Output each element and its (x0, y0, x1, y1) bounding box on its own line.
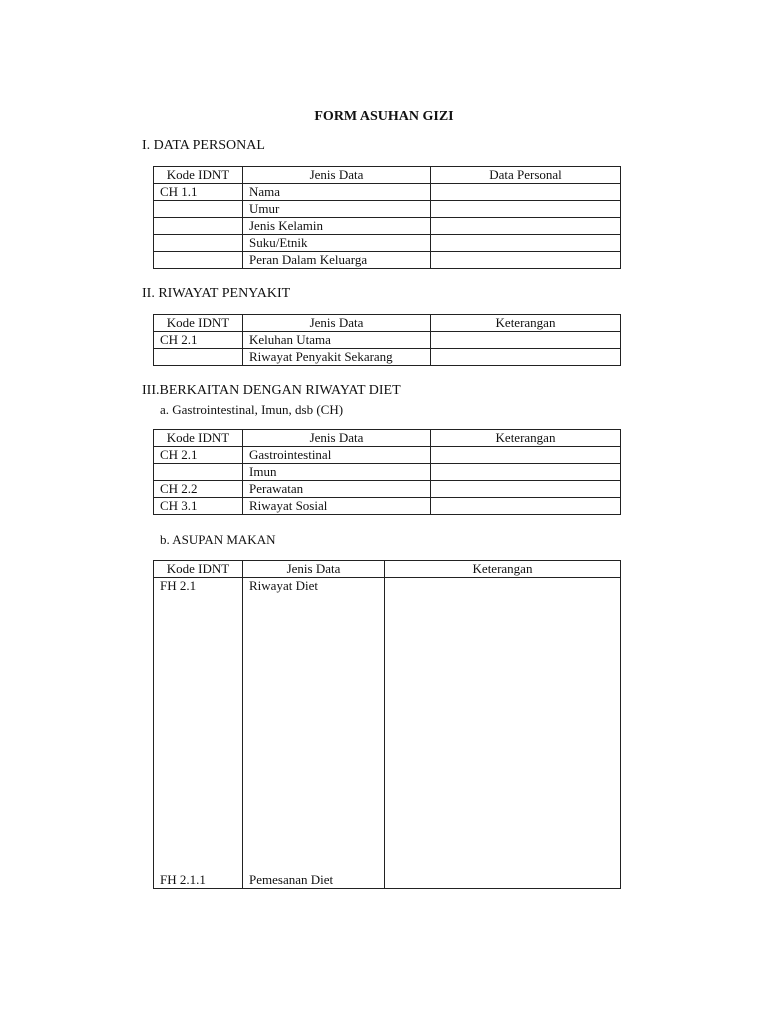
table-row (154, 498, 621, 515)
section-2-heading: II. RIWAYAT PENYAKIT (142, 286, 291, 301)
table-header-row (154, 430, 621, 447)
food-intake-table (153, 560, 621, 889)
table-row (154, 578, 621, 889)
col-header: Kode IDNT (154, 315, 243, 332)
table-cell (154, 201, 243, 218)
col-header: Kode IDNT (154, 167, 243, 184)
table-cell (154, 235, 243, 252)
table-cell (385, 578, 621, 889)
table-cell (431, 218, 621, 235)
table-cell: Perawatan (243, 481, 431, 498)
form-title: FORM ASUHAN GIZI (314, 109, 454, 124)
table-row (154, 447, 621, 464)
table-cell: Keluhan Utama (243, 332, 431, 349)
intake-type-top: Riwayat Diet (249, 578, 318, 593)
disease-history-table (153, 314, 621, 366)
table-row (154, 464, 621, 481)
table-cell (154, 218, 243, 235)
table-cell (431, 201, 621, 218)
intake-code-top: FH 2.1 (160, 578, 197, 593)
table-cell: Riwayat Sosial (243, 498, 431, 515)
table-cell (431, 184, 621, 201)
table-cell: Jenis Kelamin (243, 218, 431, 235)
table-cell (431, 447, 621, 464)
col-header: Keterangan (431, 430, 621, 447)
table-cell: Peran Dalam Keluarga (243, 252, 431, 269)
col-header: Kode IDNT (154, 561, 243, 578)
table-cell (431, 332, 621, 349)
table-cell (431, 349, 621, 366)
table-cell (154, 464, 243, 481)
table-cell (154, 578, 243, 889)
table-cell: Gastrointestinal (243, 447, 431, 464)
col-header: Jenis Data (243, 315, 431, 332)
table-cell (431, 464, 621, 481)
col-header: Jenis Data (243, 430, 431, 447)
table-row (154, 332, 621, 349)
table-row (154, 201, 621, 218)
table-row (154, 349, 621, 366)
table-cell (431, 252, 621, 269)
intake-code-bottom: FH 2.1.1 (160, 872, 206, 887)
section-1-heading: I. DATA PERSONAL (142, 138, 265, 153)
intake-type-bottom: Pemesanan Diet (249, 872, 334, 887)
table-header-row (154, 561, 621, 578)
table-row (154, 481, 621, 498)
table-cell (431, 498, 621, 515)
table-row (154, 235, 621, 252)
table-cell: Suku/Etnik (243, 235, 431, 252)
personal-data-table (153, 166, 621, 269)
table-cell: Umur (243, 201, 431, 218)
table-cell: Imun (243, 464, 431, 481)
table-cell (154, 252, 243, 269)
table-cell: CH 2.1 (154, 447, 243, 464)
gastro-immune-table (153, 429, 621, 515)
section-3-heading: III.BERKAITAN DENGAN RIWAYAT DIET (142, 383, 401, 398)
table-row (154, 218, 621, 235)
subsection-b-heading: b. ASUPAN MAKAN (160, 532, 276, 547)
table-cell: Riwayat Penyakit Sekarang (243, 349, 431, 366)
table-cell: CH 1.1 (154, 184, 243, 201)
table-cell: CH 3.1 (154, 498, 243, 515)
table-row (154, 184, 621, 201)
col-header: Kode IDNT (154, 430, 243, 447)
subsection-a-heading: a. Gastrointestinal, Imun, dsb (CH) (160, 402, 344, 417)
col-header: Keterangan (431, 315, 621, 332)
table-row (154, 252, 621, 269)
table-cell: CH 2.1 (154, 332, 243, 349)
table-cell (431, 235, 621, 252)
col-header: Jenis Data (243, 561, 385, 578)
col-header: Data Personal (431, 167, 621, 184)
table-cell (431, 481, 621, 498)
col-header: Jenis Data (243, 167, 431, 184)
table-cell: Nama (243, 184, 431, 201)
table-cell (243, 578, 385, 889)
table-header-row (154, 167, 621, 184)
table-cell: CH 2.2 (154, 481, 243, 498)
table-cell (154, 349, 243, 366)
table-header-row (154, 315, 621, 332)
col-header: Keterangan (385, 561, 621, 578)
